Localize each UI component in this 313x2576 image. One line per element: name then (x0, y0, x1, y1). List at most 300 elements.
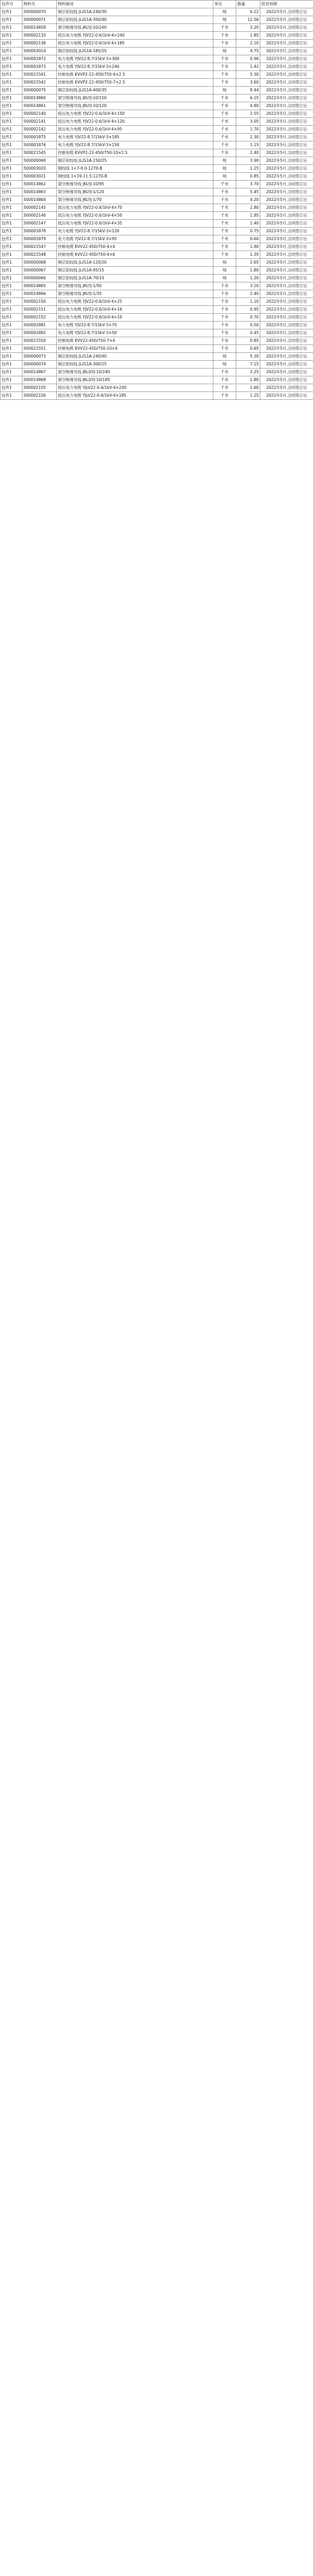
cell-qty: 1.60 (236, 384, 260, 392)
cell-date: 2022年5月,合同签订后 (260, 149, 313, 157)
cell-desc: 低压电力电缆 YJV22-0.6/1kV-4×35 (57, 220, 213, 228)
cell-code: 500021551 (22, 345, 57, 353)
table-row (1, 102, 313, 110)
cell-pkg: 包件1 (1, 173, 22, 181)
cell-unit: 千米 (213, 79, 236, 87)
table-row (1, 267, 313, 275)
cell-qty: 1.70 (236, 126, 260, 134)
cell-pkg: 包件1 (1, 290, 22, 298)
cell-qty: 6.12 (236, 8, 260, 16)
cell-date: 2022年5月,合同签订后 (260, 110, 313, 118)
header-date: 供货周期 (260, 1, 313, 8)
cell-desc: 电力电缆 YJV22-8.7/15kV-3×300 (57, 55, 213, 63)
cell-code: 500001881 (22, 322, 57, 329)
cell-code: 500000069 (22, 157, 57, 165)
cell-date: 2022年5月,合同签订后 (260, 392, 313, 400)
cell-unit: 吨 (213, 353, 236, 361)
cell-code: 500002151 (22, 306, 57, 314)
cell-unit: 千米 (213, 188, 236, 196)
cell-code: 500000066 (22, 275, 57, 282)
table-row (1, 306, 313, 314)
cell-unit: 千米 (213, 251, 236, 259)
cell-pkg: 包件1 (1, 298, 22, 306)
cell-qty: 1.10 (236, 298, 260, 306)
cell-desc: 钢芯铝绞线 JL/G1A-185/25 (57, 48, 213, 55)
material-table (0, 0, 313, 400)
cell-unit: 千米 (213, 235, 236, 243)
cell-unit: 千米 (213, 141, 236, 149)
cell-desc: 控制电缆 KVVP2-22-450/750-7×2.5 (57, 79, 213, 87)
cell-desc: 架空绝缘导线 JKLYJ-10/150 (57, 94, 213, 102)
cell-date: 2022年5月,合同签订后 (260, 55, 313, 63)
cell-unit: 千米 (213, 243, 236, 251)
cell-qty: 2.55 (236, 110, 260, 118)
table-row (1, 71, 313, 79)
cell-pkg: 包件1 (1, 165, 22, 173)
cell-unit: 千米 (213, 345, 236, 353)
cell-code: 500001878 (22, 228, 57, 235)
header-desc: 物料描述 (57, 1, 213, 8)
cell-desc: 低压电力电缆 YJV22-0.6/1kV-4×95 (57, 126, 213, 134)
cell-unit: 千米 (213, 40, 236, 48)
cell-date: 2022年5月,合同签订后 (260, 102, 313, 110)
cell-qty: 1.95 (236, 212, 260, 220)
cell-unit: 千米 (213, 71, 236, 79)
cell-desc: 控制电缆 KVV22-450/750-7×4 (57, 337, 213, 345)
cell-pkg: 包件1 (1, 235, 22, 243)
cell-qty: 3.10 (236, 282, 260, 290)
cell-code: 500002145 (22, 204, 57, 212)
cell-desc: 电力电缆 YJV22-8.7/15kV-3×50 (57, 329, 213, 337)
cell-unit: 千米 (213, 24, 236, 32)
cell-qty: 1.40 (236, 220, 260, 228)
cell-unit: 千米 (213, 337, 236, 345)
cell-date: 2022年5月,合同签订后 (260, 384, 313, 392)
cell-pkg: 包件1 (1, 157, 22, 165)
cell-desc: 架空绝缘导线 JKLGYJ-10/185 (57, 376, 213, 384)
cell-date: 2022年5月,合同签订后 (260, 157, 313, 165)
cell-pkg: 包件1 (1, 63, 22, 71)
cell-desc: 电力电缆 YJV22-8.7/15kV-3×120 (57, 228, 213, 235)
cell-qty: 1.25 (236, 165, 260, 173)
cell-unit: 千米 (213, 63, 236, 71)
table-row (1, 79, 313, 87)
table-row (1, 196, 313, 204)
cell-desc: 低压电力电缆 YJV22-0.6/1kV-4×10 (57, 314, 213, 322)
cell-unit: 千米 (213, 376, 236, 384)
cell-qty: 5.30 (236, 71, 260, 79)
cell-qty: 3.20 (236, 24, 260, 32)
header-qty: 数量 (236, 1, 260, 8)
cell-qty: 2.40 (236, 290, 260, 298)
table-row (1, 345, 313, 353)
cell-date: 2022年5月,合同签订后 (260, 87, 313, 94)
cell-unit: 千米 (213, 102, 236, 110)
cell-pkg: 包件1 (1, 267, 22, 275)
cell-qty: 0.70 (236, 314, 260, 322)
cell-code: 500001876 (22, 141, 57, 149)
cell-code: 500002150 (22, 298, 57, 306)
cell-desc: 架空绝缘导线 JKLYJ-10/95 (57, 181, 213, 188)
cell-qty: 1.80 (236, 267, 260, 275)
cell-code: 500002155 (22, 384, 57, 392)
header-row (1, 1, 313, 8)
cell-desc: 钢芯铝绞线 JL/G1A-70/10 (57, 275, 213, 282)
cell-unit: 吨 (213, 361, 236, 369)
cell-qty: 2.80 (236, 204, 260, 212)
cell-code: 500003021 (22, 173, 57, 181)
cell-date: 2022年5月,合同签订后 (260, 282, 313, 290)
cell-pkg: 包件1 (1, 94, 22, 102)
cell-code: 500021545 (22, 149, 57, 157)
cell-code: 500014868 (22, 376, 57, 384)
cell-pkg: 包件1 (1, 251, 22, 259)
table-row (1, 32, 313, 40)
cell-unit: 吨 (213, 259, 236, 267)
cell-pkg: 包件1 (1, 32, 22, 40)
cell-unit: 吨 (213, 157, 236, 165)
table-row (1, 24, 313, 32)
cell-date: 2022年5月,合同签订后 (260, 337, 313, 345)
cell-pkg: 包件1 (1, 71, 22, 79)
cell-unit: 吨 (213, 165, 236, 173)
cell-date: 2022年5月,合同签订后 (260, 126, 313, 134)
cell-pkg: 包件1 (1, 118, 22, 126)
cell-unit: 吨 (213, 48, 236, 55)
cell-pkg: 包件1 (1, 149, 22, 157)
cell-desc: 控制电缆 KVV22-450/750-4×6 (57, 251, 213, 259)
table-row (1, 16, 313, 24)
table-row (1, 173, 313, 181)
cell-desc: 架空绝缘导线 JKLYJ-1/70 (57, 196, 213, 204)
cell-desc: 钢绞线 1×7-9.0-1270-B (57, 165, 213, 173)
cell-desc: 钢芯铝绞线 JL/G1A-120/20 (57, 259, 213, 267)
cell-desc: 钢芯铝绞线 JL/G1A-400/35 (57, 87, 213, 94)
table-row (1, 220, 313, 228)
cell-unit: 吨 (213, 8, 236, 16)
cell-qty: 1.85 (236, 32, 260, 40)
cell-date: 2022年5月,合同签订后 (260, 48, 313, 55)
table-row (1, 353, 313, 361)
table-row (1, 165, 313, 173)
cell-qty: 4.20 (236, 196, 260, 204)
cell-unit: 千米 (213, 220, 236, 228)
cell-date: 2022年5月,合同签订后 (260, 63, 313, 71)
cell-date: 2022年5月,合同签订后 (260, 220, 313, 228)
table-row (1, 63, 313, 71)
cell-code: 500014863 (22, 188, 57, 196)
cell-date: 2022年5月,合同签订后 (260, 243, 313, 251)
cell-date: 2022年5月,合同签订后 (260, 188, 313, 196)
cell-desc: 钢芯铝绞线 JL/G1A-300/25 (57, 361, 213, 369)
table-row (1, 110, 313, 118)
cell-unit: 千米 (213, 204, 236, 212)
cell-desc: 控制电缆 KVV22-450/750-4×4 (57, 243, 213, 251)
cell-pkg: 包件1 (1, 40, 22, 48)
cell-code: 500014865 (22, 282, 57, 290)
cell-desc: 低压电力电缆 YJLV22-0.6/1kV-4×185 (57, 392, 213, 400)
cell-code: 500001882 (22, 329, 57, 337)
cell-qty: 0.45 (236, 329, 260, 337)
cell-unit: 千米 (213, 314, 236, 322)
header-unit: 单位 (213, 1, 236, 8)
cell-pkg: 包件1 (1, 322, 22, 329)
cell-code: 500000070 (22, 8, 57, 16)
cell-unit: 千米 (213, 118, 236, 126)
cell-qty: 5.45 (236, 188, 260, 196)
cell-desc: 低压电力电缆 YJV22-0.6/1kV-4×70 (57, 204, 213, 212)
cell-date: 2022年5月,合同签订后 (260, 369, 313, 376)
cell-date: 2022年5月,合同签订后 (260, 134, 313, 141)
cell-unit: 千米 (213, 32, 236, 40)
cell-desc: 钢芯铝绞线 JL/G1A-300/40 (57, 16, 213, 24)
cell-code: 500021541 (22, 71, 57, 79)
table-row (1, 329, 313, 337)
cell-qty: 6.15 (236, 94, 260, 102)
cell-code: 500001873 (22, 63, 57, 71)
cell-unit: 千米 (213, 134, 236, 141)
table-row (1, 376, 313, 384)
cell-pkg: 包件1 (1, 306, 22, 314)
table-row (1, 322, 313, 329)
cell-pkg: 包件1 (1, 259, 22, 267)
table-row (1, 259, 313, 267)
table-row (1, 141, 313, 149)
cell-pkg: 包件1 (1, 134, 22, 141)
cell-desc: 控制电缆 KVVP2-22-450/750-10×2.5 (57, 149, 213, 157)
cell-code: 500000073 (22, 353, 57, 361)
table-row (1, 188, 313, 196)
cell-code: 500021548 (22, 251, 57, 259)
table-row (1, 40, 313, 48)
cell-desc: 低压电力电缆 YJV22-0.6/1kV-4×240 (57, 32, 213, 40)
cell-qty: 12.56 (236, 16, 260, 24)
cell-date: 2022年5月,合同签订后 (260, 251, 313, 259)
cell-code: 500002141 (22, 118, 57, 126)
cell-desc: 控制电缆 KVV22-450/750-10×4 (57, 345, 213, 353)
table-body (1, 8, 313, 400)
cell-desc: 钢芯铝绞线 JL/G1A-150/25 (57, 157, 213, 165)
cell-date: 2022年5月,合同签订后 (260, 165, 313, 173)
cell-code: 500014867 (22, 369, 57, 376)
cell-code: 500021550 (22, 337, 57, 345)
cell-pkg: 包件1 (1, 24, 22, 32)
cell-qty: 1.35 (236, 251, 260, 259)
cell-code: 500021542 (22, 79, 57, 87)
table-row (1, 118, 313, 126)
table-row (1, 94, 313, 102)
cell-qty: 7.15 (236, 361, 260, 369)
cell-pkg: 包件1 (1, 79, 22, 87)
cell-unit: 千米 (213, 290, 236, 298)
cell-code: 500014860 (22, 94, 57, 102)
cell-desc: 钢芯铝绞线 JL/G1A-95/15 (57, 267, 213, 275)
cell-code: 500014858 (22, 24, 57, 32)
cell-qty: 3.60 (236, 79, 260, 87)
cell-qty: 1.25 (236, 392, 260, 400)
cell-date: 2022年5月,合同签订后 (260, 16, 313, 24)
cell-code: 500002140 (22, 110, 57, 118)
cell-code: 500002152 (22, 314, 57, 322)
table-row (1, 212, 313, 220)
cell-pkg: 包件1 (1, 314, 22, 322)
cell-qty: 2.30 (236, 134, 260, 141)
cell-code: 500014864 (22, 196, 57, 204)
cell-code: 500000068 (22, 259, 57, 267)
cell-unit: 千米 (213, 196, 236, 204)
cell-code: 500001879 (22, 235, 57, 243)
cell-pkg: 包件1 (1, 48, 22, 55)
cell-pkg: 包件1 (1, 337, 22, 345)
cell-desc: 架空绝缘导线 JKLYJ-1/35 (57, 290, 213, 298)
cell-pkg: 包件1 (1, 353, 22, 361)
cell-code: 500001872 (22, 55, 57, 63)
cell-qty: 0.50 (236, 322, 260, 329)
cell-desc: 电力电缆 YJV22-8.7/15kV-3×70 (57, 322, 213, 329)
cell-desc: 架空绝缘导线 JKLYJ-1/50 (57, 282, 213, 290)
cell-code: 500000075 (22, 87, 57, 94)
cell-code: 500021547 (22, 243, 57, 251)
cell-desc: 钢芯铝绞线 JL/G1A-240/30 (57, 8, 213, 16)
cell-desc: 架空绝缘导线 JKLYJ-1/120 (57, 188, 213, 196)
cell-date: 2022年5月,合同签订后 (260, 196, 313, 204)
cell-date: 2022年5月,合同签订后 (260, 353, 313, 361)
cell-pkg: 包件1 (1, 212, 22, 220)
cell-code: 500014866 (22, 290, 57, 298)
cell-qty: 0.65 (236, 345, 260, 353)
table-row (1, 126, 313, 134)
cell-code: 500001875 (22, 134, 57, 141)
cell-desc: 低压电力电缆 YJV22-0.6/1kV-4×50 (57, 212, 213, 220)
cell-qty: 0.95 (236, 306, 260, 314)
cell-pkg: 包件1 (1, 384, 22, 392)
cell-date: 2022年5月,合同签订后 (260, 181, 313, 188)
cell-qty: 3.70 (236, 181, 260, 188)
cell-pkg: 包件1 (1, 282, 22, 290)
table-row (1, 228, 313, 235)
cell-date: 2022年5月,合同签订后 (260, 306, 313, 314)
table-row (1, 157, 313, 165)
cell-date: 2022年5月,合同签订后 (260, 290, 313, 298)
cell-code: 500000071 (22, 16, 57, 24)
cell-date: 2022年5月,合同签订后 (260, 259, 313, 267)
cell-code: 500000067 (22, 267, 57, 275)
cell-unit: 吨 (213, 275, 236, 282)
cell-code: 500000074 (22, 361, 57, 369)
table-row (1, 8, 313, 16)
cell-pkg: 包件1 (1, 181, 22, 188)
cell-date: 2022年5月,合同签订后 (260, 94, 313, 102)
table-row (1, 243, 313, 251)
cell-date: 2022年5月,合同签订后 (260, 298, 313, 306)
cell-pkg: 包件1 (1, 376, 22, 384)
cell-unit: 吨 (213, 87, 236, 94)
cell-desc: 控制电缆 KVVP2-22-450/750-4×2.5 (57, 71, 213, 79)
cell-qty: 1.15 (236, 141, 260, 149)
cell-date: 2022年5月,合同签订后 (260, 79, 313, 87)
cell-qty: 0.60 (236, 235, 260, 243)
cell-unit: 千米 (213, 322, 236, 329)
cell-code: 500002147 (22, 220, 57, 228)
cell-date: 2022年5月,合同签订后 (260, 141, 313, 149)
cell-date: 2022年5月,合同签订后 (260, 40, 313, 48)
cell-date: 2022年5月,合同签订后 (260, 322, 313, 329)
cell-pkg: 包件1 (1, 204, 22, 212)
cell-pkg: 包件1 (1, 196, 22, 204)
cell-date: 2022年5月,合同签订后 (260, 212, 313, 220)
cell-date: 2022年5月,合同签订后 (260, 345, 313, 353)
cell-code: 500014861 (22, 102, 57, 110)
cell-date: 2022年5月,合同签订后 (260, 314, 313, 322)
cell-code: 500002146 (22, 212, 57, 220)
cell-unit: 千米 (213, 306, 236, 314)
cell-unit: 吨 (213, 267, 236, 275)
header-code: 物料号 (22, 1, 57, 8)
cell-desc: 低压电力电缆 YJV22-0.6/1kV-4×25 (57, 298, 213, 306)
cell-date: 2022年5月,合同签订后 (260, 204, 313, 212)
table-row (1, 48, 313, 55)
cell-code: 500002142 (22, 126, 57, 134)
cell-pkg: 包件1 (1, 243, 22, 251)
cell-date: 2022年5月,合同签订后 (260, 235, 313, 243)
table-row (1, 251, 313, 259)
cell-unit: 千米 (213, 126, 236, 134)
table-row (1, 361, 313, 369)
cell-date: 2022年5月,合同签订后 (260, 329, 313, 337)
cell-date: 2022年5月,合同签订后 (260, 361, 313, 369)
cell-desc: 电力电缆 YJV22-8.7/15kV-3×95 (57, 235, 213, 243)
cell-unit: 千米 (213, 369, 236, 376)
cell-qty: 1.42 (236, 63, 260, 71)
cell-pkg: 包件1 (1, 141, 22, 149)
cell-qty: 2.10 (236, 40, 260, 48)
cell-unit: 吨 (213, 173, 236, 181)
cell-pkg: 包件1 (1, 102, 22, 110)
cell-date: 2022年5月,合同签订后 (260, 8, 313, 16)
cell-qty: 4.80 (236, 102, 260, 110)
cell-qty: 3.90 (236, 157, 260, 165)
cell-desc: 低压电力电缆 YJV22-0.6/1kV-4×16 (57, 306, 213, 314)
cell-unit: 千米 (213, 298, 236, 306)
cell-unit: 千米 (213, 384, 236, 392)
cell-date: 2022年5月,合同签订后 (260, 267, 313, 275)
cell-unit: 千米 (213, 282, 236, 290)
cell-qty: 5.30 (236, 353, 260, 361)
cell-desc: 电力电缆 YJV22-8.7/15kV-3×240 (57, 63, 213, 71)
cell-desc: 低压电力电缆 YJV22-0.6/1kV-4×120 (57, 118, 213, 126)
cell-qty: 8.44 (236, 87, 260, 94)
cell-pkg: 包件1 (1, 345, 22, 353)
table-row (1, 87, 313, 94)
cell-unit: 千米 (213, 55, 236, 63)
cell-desc: 架空绝缘导线 JKLYJ-10/240 (57, 24, 213, 32)
cell-qty: 1.20 (236, 275, 260, 282)
cell-desc: 架空绝缘导线 JKLYJ-10/120 (57, 102, 213, 110)
table-row (1, 282, 313, 290)
table-row (1, 314, 313, 322)
cell-unit: 千米 (213, 392, 236, 400)
cell-desc: 钢绞线 1×19-11.5-1270-B (57, 173, 213, 181)
cell-desc: 低压电力电缆 YJV22-0.6/1kV-4×150 (57, 110, 213, 118)
cell-qty: 4.75 (236, 48, 260, 55)
cell-pkg: 包件1 (1, 188, 22, 196)
cell-pkg: 包件1 (1, 126, 22, 134)
cell-date: 2022年5月,合同签订后 (260, 24, 313, 32)
cell-unit: 千米 (213, 110, 236, 118)
cell-pkg: 包件1 (1, 16, 22, 24)
cell-qty: 2.65 (236, 259, 260, 267)
cell-qty: 0.75 (236, 228, 260, 235)
